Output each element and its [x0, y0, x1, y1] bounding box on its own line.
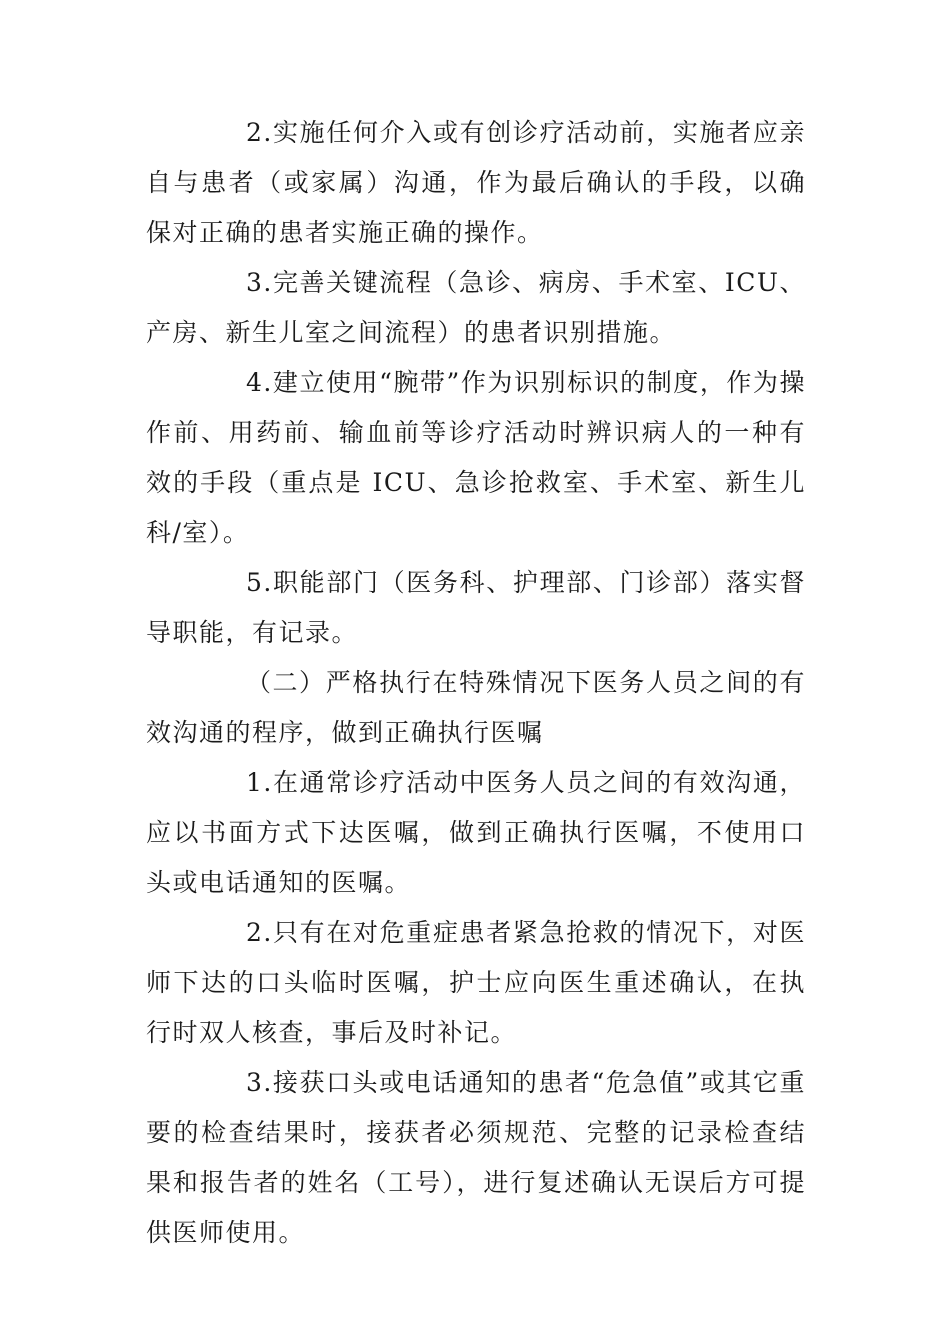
paragraph-number: 4. [246, 368, 273, 397]
paragraph-number: 3. [246, 268, 273, 297]
paragraph-text: 职能部门（医务科、护理部、门诊部）落实督导职能，有记录。 [146, 568, 806, 647]
paragraph-3 [146, 258, 806, 358]
document-body [146, 108, 806, 1258]
section-title: 严格执行在特殊情况下医务人员之间的有效沟通的程序，做到正确执行医嘱 [146, 668, 806, 747]
paragraph-1 [146, 758, 806, 908]
paragraph-4 [146, 358, 806, 558]
paragraph-number: 1. [246, 768, 273, 797]
paragraph-text: 完善关键流程（急诊、病房、手术室、ICU、产房、新生儿室之间流程）的患者识别措施。 [146, 268, 806, 347]
paragraph-3b [146, 1058, 806, 1258]
paragraph-5 [146, 558, 806, 658]
paragraph-number: 5. [246, 568, 273, 597]
section-number: （二） [246, 668, 326, 697]
paragraph-text: 建立使用“腕带”作为识别标识的制度，作为操作前、用药前、输血前等诊疗活动时辨识病人的一种有效的手段（重点是 ICU、急诊抢救室、手术室、新生儿科/室）。 [146, 368, 806, 547]
paragraph-text: 只有在对危重症患者紧急抢救的情况下，对医师下达的口头临时医嘱，护士应向医生重述确认，在执行时双人核查，事后及时补记。 [146, 918, 806, 1047]
paragraph-2 [146, 108, 806, 258]
paragraph-number: 2. [246, 118, 273, 147]
paragraph-number: 2. [246, 918, 273, 947]
paragraph-text: 实施任何介入或有创诊疗活动前，实施者应亲自与患者（或家属）沟通，作为最后确认的手段，以确保对正确的患者实施正确的操作。 [146, 118, 806, 247]
paragraph-number: 3. [246, 1068, 273, 1097]
section-heading [146, 658, 806, 758]
paragraph-text: 在通常诊疗活动中医务人员之间的有效沟通，应以书面方式下达医嘱，做到正确执行医嘱，不使用口头或电话通知的医嘱。 [146, 768, 806, 897]
paragraph-2b [146, 908, 806, 1058]
paragraph-text: 接获口头或电话通知的患者“危急值”或其它重要的检查结果时，接获者必须规范、完整的记录检查结果和报告者的姓名（工号），进行复述确认无误后方可提供医师使用。 [146, 1068, 806, 1247]
